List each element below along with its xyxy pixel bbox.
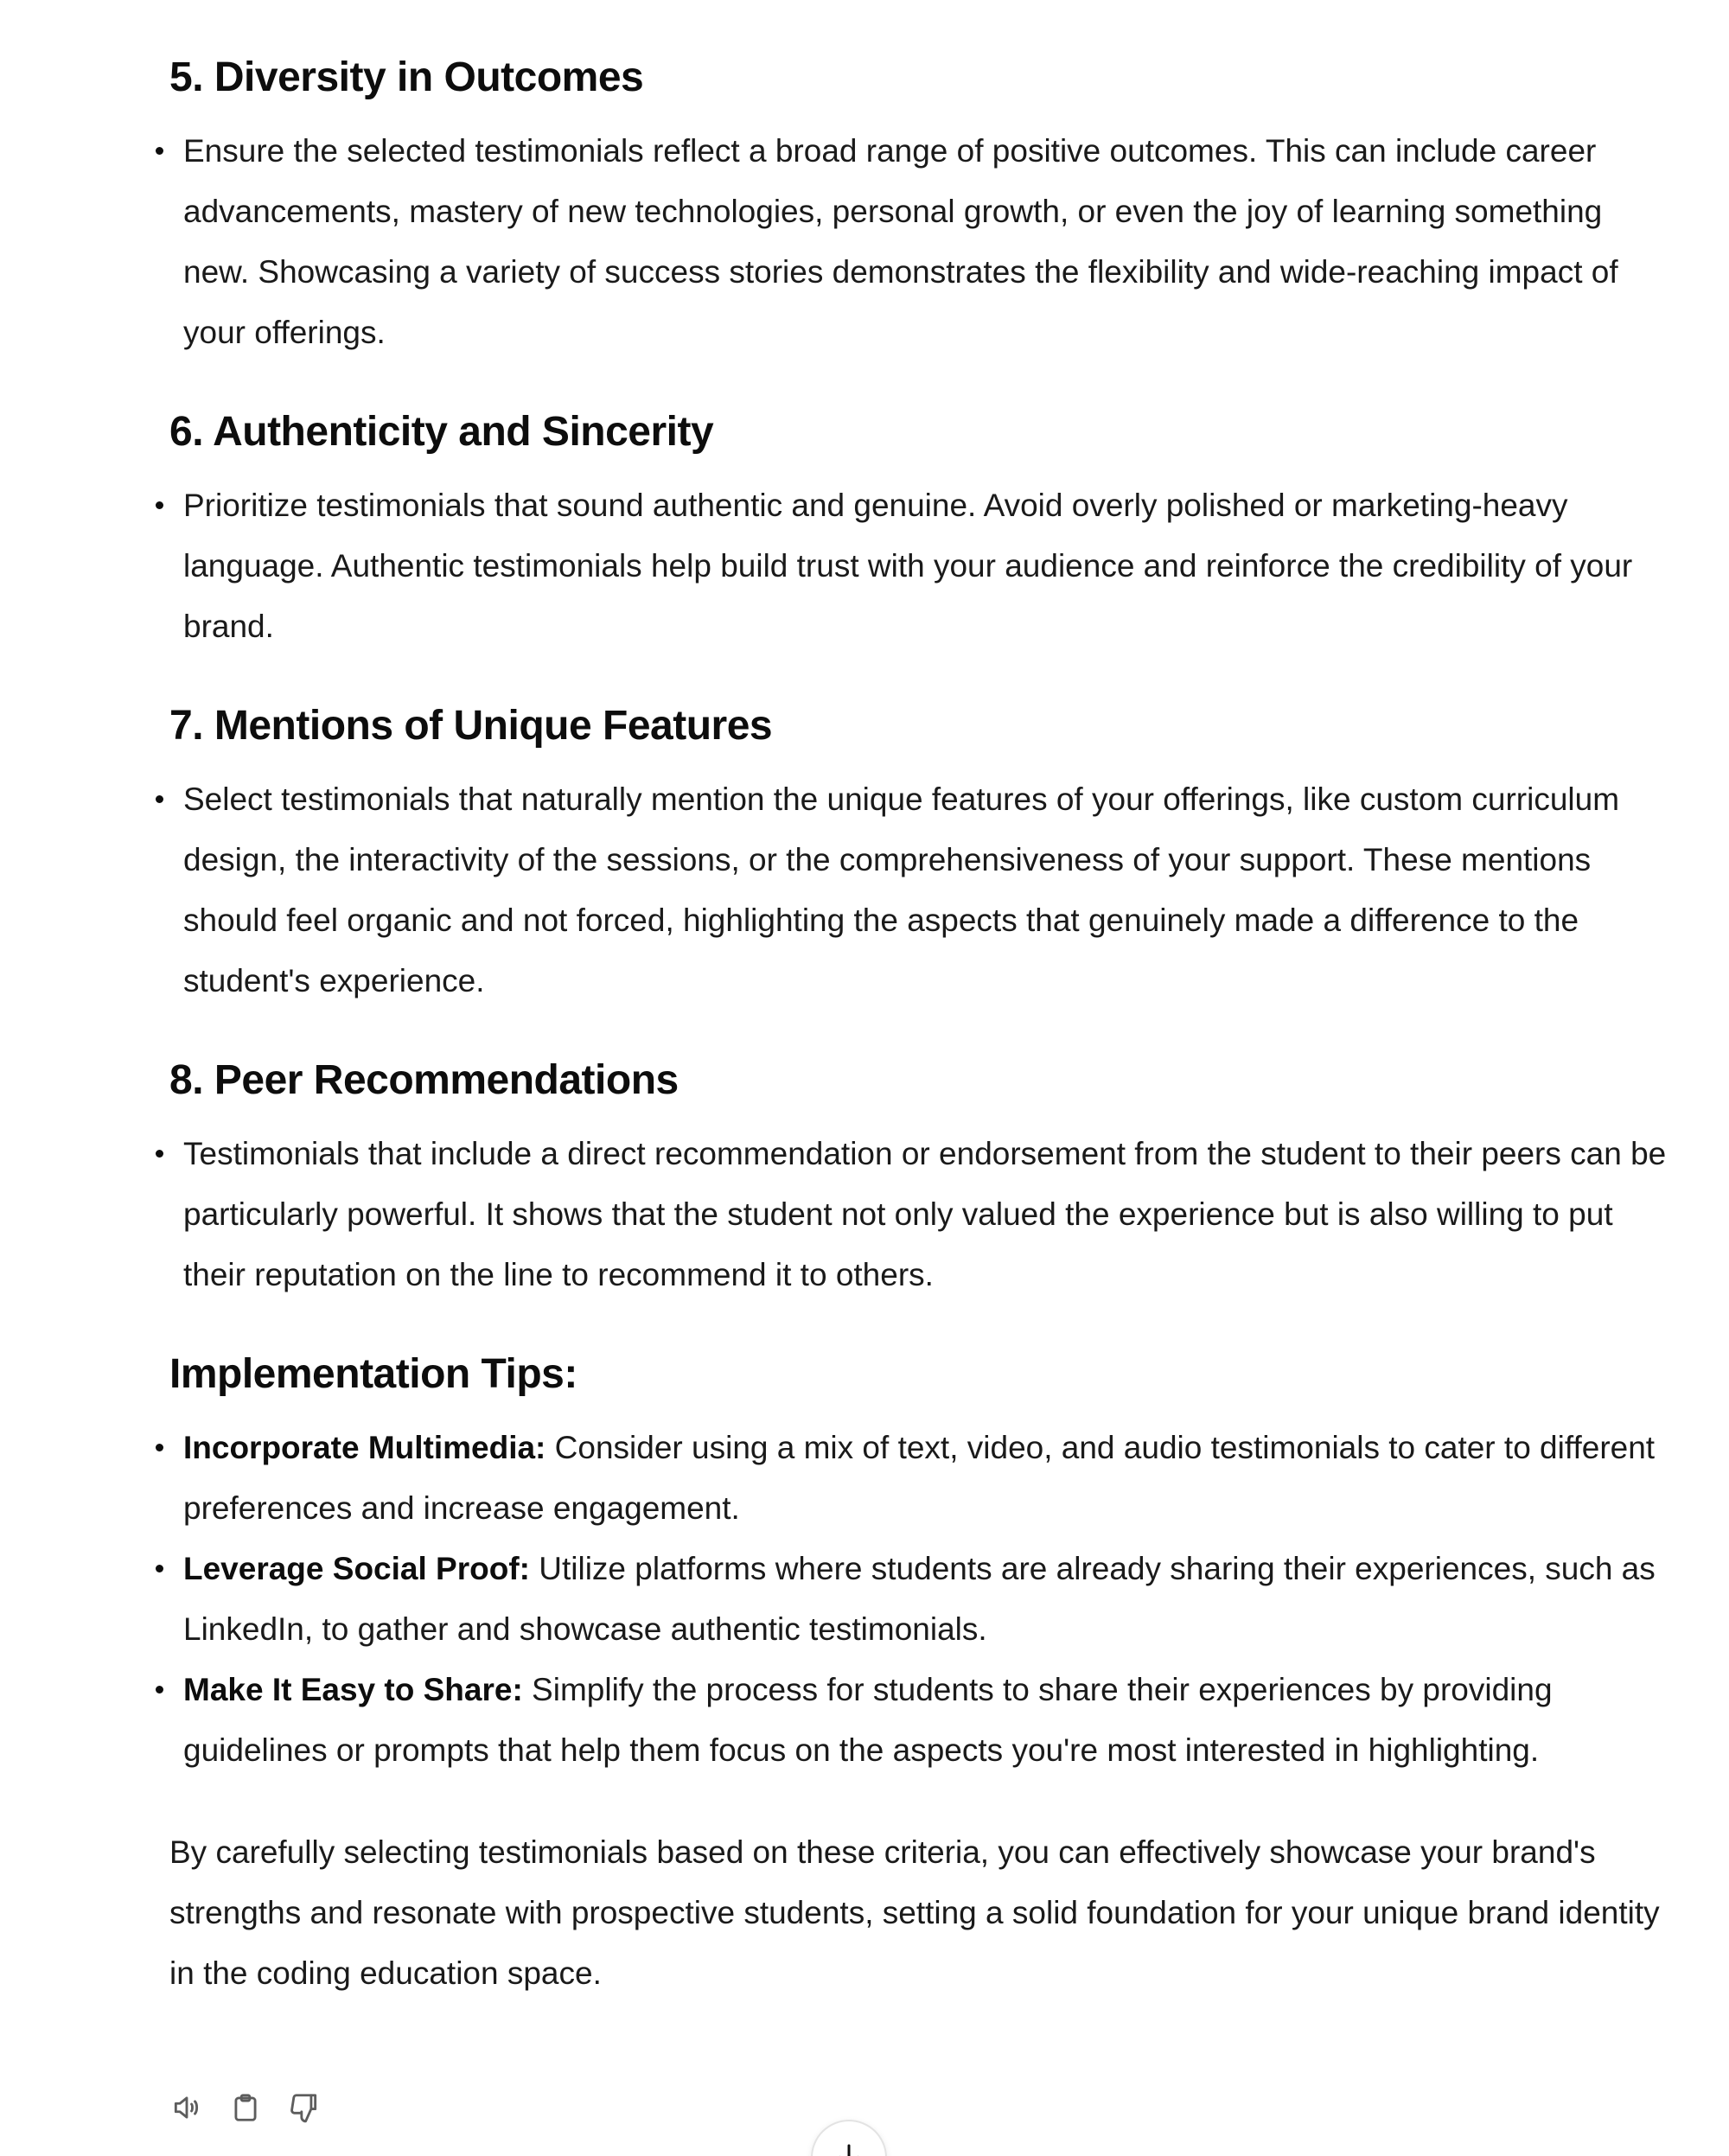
section-unique-features: [169, 693, 1674, 1011]
section-heading: 6. Authenticity and Sincerity: [169, 409, 714, 455]
bullet-list: [169, 121, 1674, 363]
list-item: Ensure the selected testimonials reflect a broad range of positive outcomes. This can include career advancements, mastery of new technologies, personal growth, or even the joy of learning something new. Showcasing a variety of success stories demonstrates the flexibility and wide-reaching impact of your offerings.: [169, 121, 1674, 363]
bullet-list: [169, 1124, 1674, 1305]
arrow-down-icon: [833, 2140, 864, 2156]
tips-list: [169, 1418, 1674, 1781]
section-heading: 8. Peer Recommendations: [169, 1057, 679, 1103]
section-heading: Implementation Tips:: [169, 1351, 577, 1397]
copy-button[interactable]: [228, 2090, 263, 2125]
conclusion-paragraph: By carefully selecting testimonials based on these criteria, you can effectively showcase your brand's strengths and resonate with prospective students, setting a solid foundation for your unique brand identity in the coding education space.: [169, 1834, 1660, 1991]
list-item: Prioritize testimonials that sound authentic and genuine. Avoid overly polished or marketing-heavy language. Authentic testimonials help build trust with your audience and reinforce the credibility of your brand.: [169, 475, 1674, 657]
tip-label: Make It Easy to Share:: [183, 1672, 523, 1707]
list-item: [169, 1539, 1674, 1660]
tip-text: Consider using a mix of text, video, and audio testimonials to cater to different preferences and increase engagement.: [183, 1430, 1656, 1526]
speaker-icon: [170, 2091, 203, 2124]
bullet-list: [169, 475, 1674, 657]
list-item: Testimonials that include a direct recommendation or endorsement from the student to their peers can be particularly powerful. It shows that the student not only valued the experience but is also willing to put their reputation on the line to recommend it to others.: [169, 1124, 1674, 1305]
section-heading: 5. Diversity in Outcomes: [169, 54, 644, 100]
tip-text: Simplify the process for students to share their experiences by providing guidelines or prompts that help them focus on the aspects you're most interested in highlighting.: [183, 1672, 1553, 1768]
section-diversity-in-outcomes: [169, 45, 1674, 363]
scroll-to-bottom-button[interactable]: [811, 2120, 887, 2156]
section-heading: 7. Mentions of Unique Features: [169, 703, 773, 749]
clipboard-icon: [229, 2091, 262, 2124]
read-aloud-button[interactable]: [169, 2090, 204, 2125]
tip-text: Utilize platforms where students are already sharing their experiences, such as LinkedIn, to gather and showcase authentic testimonials.: [183, 1551, 1656, 1647]
section-authenticity-and-sincerity: [169, 399, 1674, 657]
list-item: Select testimonials that naturally mention the unique features of your offerings, like custom curriculum design, the interactivity of the sessions, or the comprehensiveness of your support. These mentions should feel organic and not forced, highlighting the aspects that genuinely made a difference to the student's experience.: [169, 769, 1674, 1011]
list-item: [169, 1660, 1674, 1781]
bullet-list: [169, 769, 1674, 1011]
message-actions: [169, 2090, 322, 2125]
tip-label: Incorporate Multimedia:: [183, 1430, 546, 1465]
section-implementation-tips: [169, 1342, 1674, 1781]
assistant-message: [169, 45, 1674, 2004]
section-peer-recommendations: [169, 1048, 1674, 1305]
list-item: [169, 1418, 1674, 1539]
thumbs-down-button[interactable]: [287, 2090, 322, 2125]
tip-label: Leverage Social Proof:: [183, 1551, 530, 1586]
thumbs-down-icon: [288, 2091, 321, 2124]
